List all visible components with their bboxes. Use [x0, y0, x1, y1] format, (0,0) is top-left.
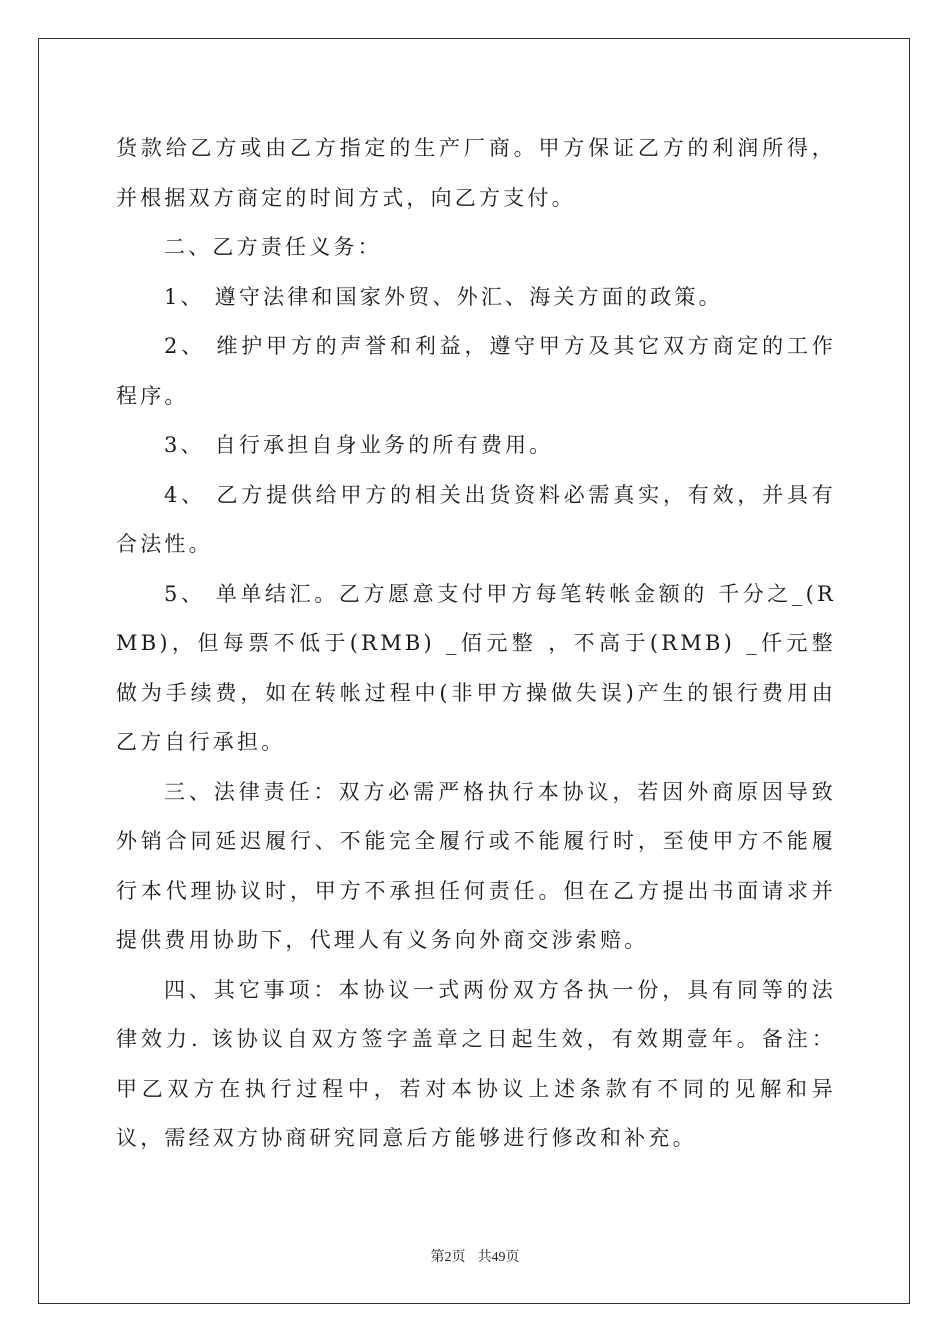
- page-number: 第2页: [430, 1250, 466, 1265]
- page-footer: [0, 1246, 950, 1266]
- clause-2: 2、 维护甲方的声誉和利益，遵守甲方及其它双方商定的工作程序。: [116, 334, 836, 408]
- section-legal-liability: 三、法律责任：双方必需严格执行本协议，若因外商原因导致外销合同延迟履行、不能完全履行或不能履行时，至使甲方不能履行本代理协议时，甲方不承担任何责任。但在乙方提出书面请求并提供费用协助下，代理人有义务向外商交涉索赔。: [116, 779, 836, 952]
- clause-5: 5、 单单结汇。乙方愿意支付甲方每笔转帐金额的 千分之_(RMB)，但每票不低于(RMB) _佰元整 ，不高于(RMB) _仟元整 做为手续费，如在转帐过程中(非甲方操做失误)产生的银行费用由乙方自行承担。: [116, 581, 836, 754]
- clause-3: 3、 自行承担自身业务的所有费用。: [164, 433, 554, 457]
- page-total: 共49页: [477, 1250, 520, 1265]
- section-other-matters: 四、其它事项：本协议一式两份双方各执一份，具有同等的法律效力. 该协议自双方签字盖章之日起生效，有效期壹年。备注：甲乙双方在执行过程中，若对本协议上述条款有不同的见解和异议，需经双方协商研究同意后方能够进行修改和补充。: [116, 977, 836, 1150]
- clause-1: 1、 遵守法律和国家外贸、外汇、海关方面的政策。: [164, 284, 723, 309]
- document-body: [116, 124, 836, 1164]
- clause-4: 4、 乙方提供给甲方的相关出货资料必需真实，有效，并具有合法性。: [116, 482, 836, 556]
- paragraph-payment: 货款给乙方或由乙方指定的生产厂商。甲方保证乙方的利润所得，并根据双方商定的时间方式，向乙方支付。: [116, 136, 836, 210]
- heading-party-b-duties: 二、乙方责任义务：: [164, 235, 382, 259]
